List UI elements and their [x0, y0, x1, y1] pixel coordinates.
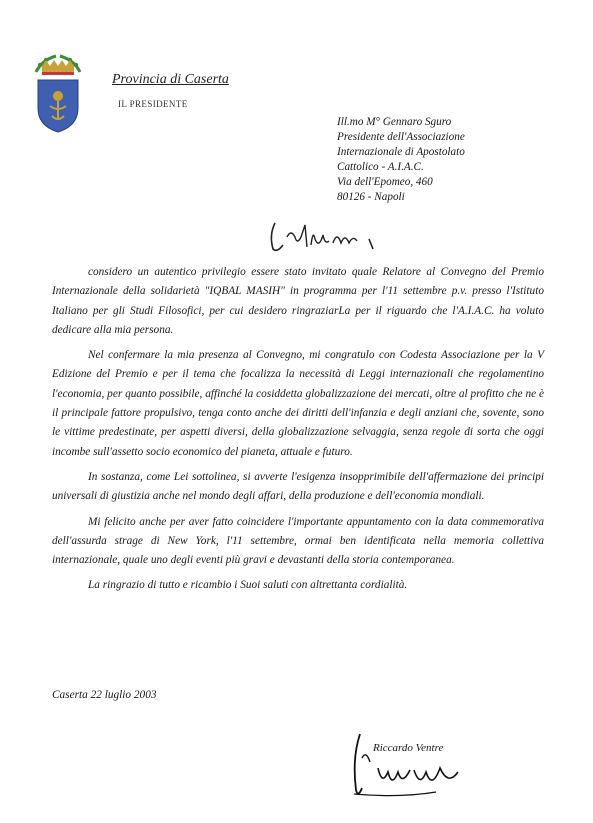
body-paragraph: Nel confermare la mia presenza al Convegno, mi congratulo con Codesta Associazione per la V Edizione del Premio e per il tema che focalizza la necessità di Leggi internazionali che regolamentino l'economia, per quanto possibile, affinché la cosiddetta globalizzazione dei mercati, oltre al profitto che ne è il principale fattore propulsivo, tenga conto anche dei diritti dell'infanzia e degli anziani che, sovente, sono le vittime predestinate, per aspetti diversi, della globalizzazione selvaggia, senza regole di sorta che oggi incombe sull'assetto socio economico del pianeta, attuale e futuro. [52, 349, 544, 458]
letterhead-subtitle: IL PRESIDENTE [118, 99, 188, 109]
body-paragraph: La ringrazio di tutto e ricambio i Suoi saluti con altrettanta cordialità. [88, 579, 408, 592]
recipient-line: Cattolico - A.I.A.C. [337, 161, 424, 173]
handwritten-signature [340, 728, 475, 803]
recipient-line: Via dell'Epomeo, 460 [337, 176, 433, 188]
recipient-line: Internazionale di Apostolato [337, 146, 465, 158]
handwritten-salutation [265, 215, 390, 257]
signer-name: Riccardo Ventre [373, 742, 444, 754]
body-paragraph: considero un autentico privilegio essere stato invitato quale Relatore al Convegno del Premio Internazionale della solidarietà "IQBAL MASIH" in programma per l'11 settembre p.v. presso l'Istituto Italiano per gli Studi Filosofici, per cui desidero ringraziarLa per il riguardo che l'A.I.A.C. ha voluto dedicare alla mia persona. [52, 266, 544, 336]
place-and-date: Caserta 22 luglio 2003 [52, 689, 157, 701]
recipient-line: 80126 - Napoli [337, 191, 405, 203]
recipient-line: Presidente dell'Associazione [337, 131, 465, 143]
letterhead-title: Provincia di Caserta [112, 72, 229, 87]
recipient-line: Ill.mo M° Gennaro Sguro [337, 116, 452, 128]
letter-body [52, 263, 544, 602]
body-paragraph: Mi felicito anche per aver fatto coincidere l'importante appuntamento con la data commemorativa dell'assurda strage di New York, l'11 settembre, ormai ben identificata nella memoria collettiva internazionale, quale uno degli eventi più gravi e devastanti della storia contemporanea. [52, 515, 544, 567]
recipient-address [337, 115, 465, 205]
province-coat-of-arms-icon [28, 52, 88, 134]
body-paragraph: In sostanza, come Lei sottolinea, si avverte l'esigenza insopprimibile dell'affermazione dei principi universali di giustizia anche nel mondo degli affari, della produzione e dell'economia mondiali. [52, 470, 544, 503]
